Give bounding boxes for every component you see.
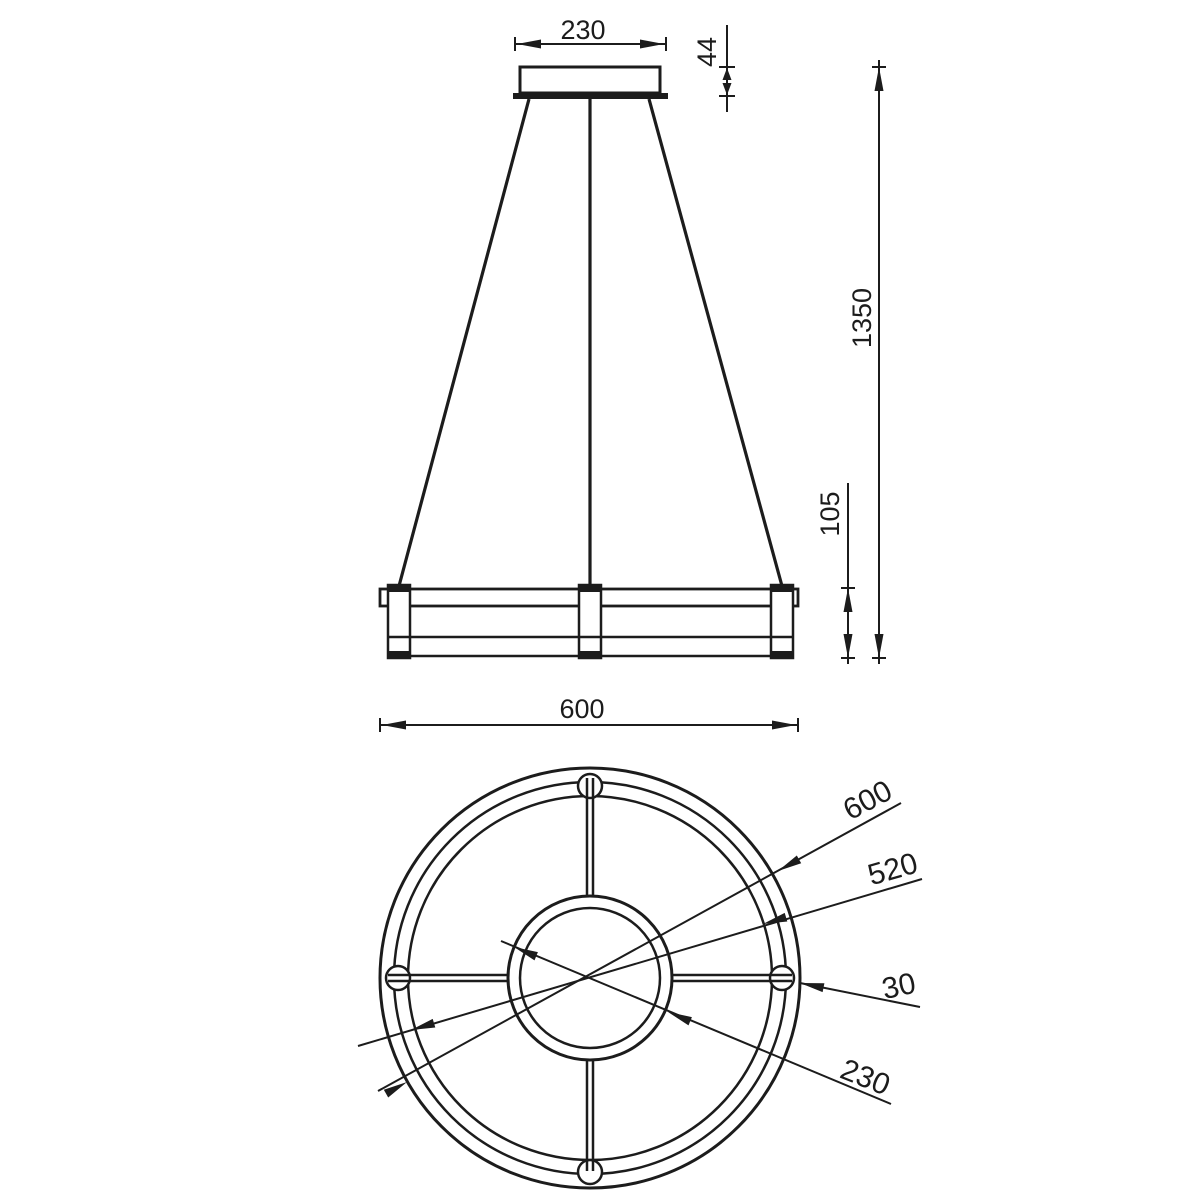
clamp-cap bbox=[388, 585, 410, 592]
rod-circle-east bbox=[770, 966, 794, 990]
ring-clamp-left bbox=[388, 585, 410, 658]
clamp-cap bbox=[579, 585, 601, 592]
clamp-cap bbox=[579, 651, 601, 658]
clamp-cap bbox=[771, 585, 793, 592]
label-rod-diameter: 30 bbox=[879, 966, 919, 1007]
dim-label-ring-height: 105 bbox=[815, 491, 845, 537]
dim-label-overall-height: 1350 bbox=[847, 287, 877, 349]
rod-circle-south bbox=[578, 1160, 602, 1184]
rod-circle-west bbox=[386, 966, 410, 990]
dim-label-canopy-width: 230 bbox=[560, 15, 606, 45]
dim-label-canopy-height: 44 bbox=[692, 36, 722, 68]
ring-clamp-center bbox=[579, 585, 601, 658]
label-outer-diameter: 600 bbox=[837, 774, 898, 827]
clamp-cap bbox=[388, 651, 410, 658]
rod-circle-north bbox=[578, 774, 602, 798]
canopy-plate bbox=[513, 93, 668, 99]
label-hub-diameter: 230 bbox=[835, 1052, 895, 1103]
ring-clamp-right bbox=[771, 585, 793, 658]
label-inner-diameter: 520 bbox=[864, 846, 922, 893]
dim-label-ring-width: 600 bbox=[559, 694, 605, 724]
clamp-cap bbox=[771, 651, 793, 658]
